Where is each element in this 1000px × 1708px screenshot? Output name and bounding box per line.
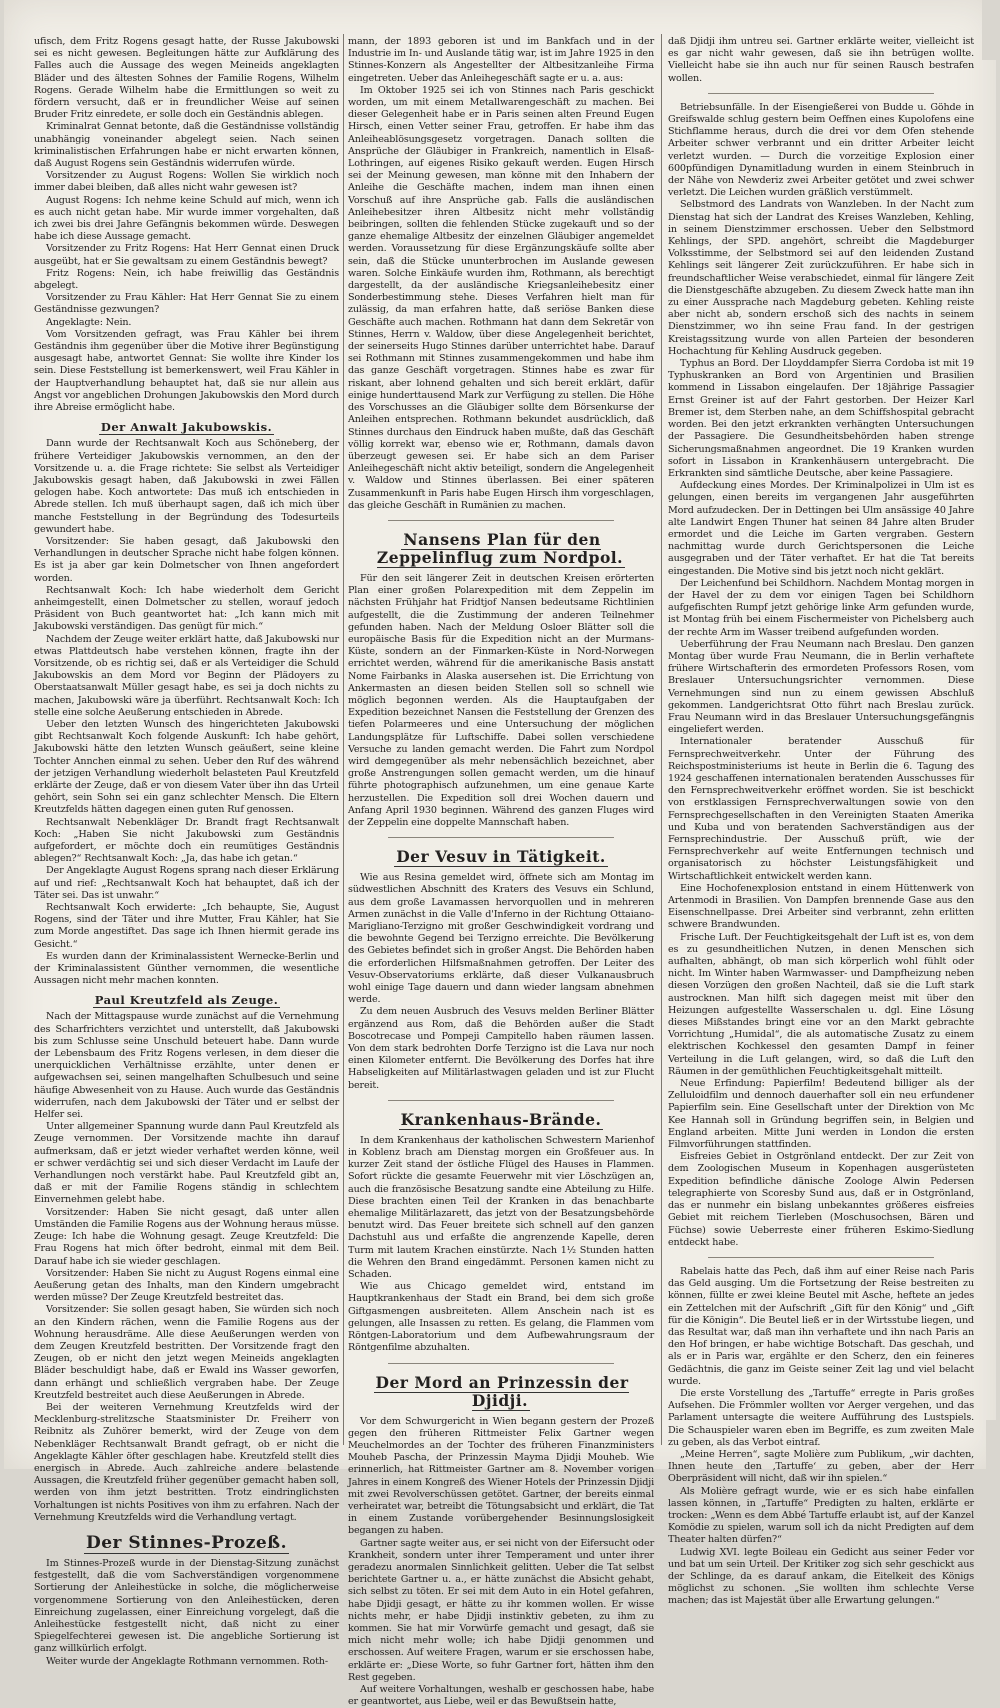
article-paragraph: Vom Vorsitzenden gefragt, was Frau Kähler bei ihrem Geständnis ihm gegenüber über die Motive ihrer Begünstigung ausgesagt habe, antwortet Gennat: Sie wollte ihre Kinder los sein. Diese Feststellung ist bemerkenswert, weil Frau Kähler in der Hauptverhandlung behauptet hat, daß sie nur allein aus Angst vor angeblichen Drohungen Jakubowskis den Mord durch ihre Abreise ermöglicht habe. (34, 328, 339, 414)
article-paragraph: daß Djidji ihm untreu sei. Gartner erklärte weiter, vielleicht ist es gar nicht wahr gewesen, daß sie ihn betrügen wollte. Vielleicht habe sie ihn auch nur für seinen Rausch bestrafen wollen. (668, 36, 974, 84)
news-item: Internationaler beratender Ausschuß für Fernsprechweitverkehr. Unter der Führung des Reichspostministeriums ist heute in Berlin die 6. Tagung des 1924 geschaffenen internationalen beratenden Ausschusses für den Fernsprechweitverkehr eröffnet worden. Sie ist beschickt von erstklassigen Fernsprechverwaltungen sowie von den Fernsprechgesellschaften in den Vereinigten Staaten Amerika und Kuba und von beratenden Sachverständigen aus der Fernsprechindustrie. Der Ausschuß prüft, wie der Fernsprechverkehr auf weite Entfernungen technisch und organisatorisch zu höchster Leistungsfähigkeit und Wirtschaftlichkeit entwickelt werden kann. (668, 736, 974, 882)
divider (708, 93, 934, 94)
article-headline-text: Der Vesuv in Tätigkeit. (396, 847, 606, 867)
article-paragraph: Bei der weiteren Vernehmung Kreutzfelds wird der Mecklenburg-strelitzsche Staatsminister Dr. Freiherr von Reibnitz als Zuhörer bemerkt, wird der Zeuge von dem Nebenkläger Rechtsanwalt Brandt gefragt, ob er nicht die Angeklagte Kähler öfter geschlagen habe. Kreutzfeld stellt dies energisch in Abrede. Auch zahlreiche andere belastende Aussagen, die Kreutzfeld früher gegenüber gemacht haben soll, werden von ihm jetzt bestritten. Trotz eindringlichsten Vorhaltungen ist nichts Positives von ihm zu erfahren. Nach der Vernehmung Kreutzfelds wird die Verhandlung vertagt. (34, 1401, 339, 1523)
article-headline-text: Nansens Plan für den Zeppelinflug zum Nordpol. (376, 529, 624, 567)
article-headline (348, 531, 654, 567)
article-paragraph: In dem Krankenhaus der katholischen Schwestern Marienhof in Koblenz brach am Dienstag morgen ein Großfeuer aus. In kurzer Zeit stand der östliche Flügel des Hauses in Flammen. Sofort rückte die gesamte Feuerwehr mit vier Löschzügen an, auch die französische Besatzung sandte eine Abteilung zu Hilfe. Diese brachten einen Teil der Kranken in das benachbarte ehemalige Militärlazarett, das jetzt von der Besatzungsbehörde benutzt wird. Das Feuer breitete sich schnell auf den ganzen Dachstuhl aus und erfaßte die angrenzende Kapelle, deren Turm mit lautem Krachen einstürzte. Nach 1½ Stunden hatten die Wehren den Brand eingedämmt. Personen kamen nicht zu Schaden. (348, 1134, 654, 1281)
article-paragraph: Nachdem der Zeuge weiter erklärt hatte, daß Jakubowski nur etwas Plattdeutsch habe verstehen können, fragte ihn der Vorsitzende, ob es richtig sei, daß er als Verteidiger die Schuld Jakubowskis an dem Mord vor Beginn der Plädoyers zu Oberstaatsanwalt Müller gesagt habe, es sei ja doch nichts zu machen, Jakubowski wäre ja überführt. Rechtsanwalt Koch: Ich stelle eine solche Aeußerung entschieden in Abrede. (34, 633, 339, 718)
divider (388, 520, 614, 521)
news-item: Aufdeckung eines Mordes. Der Kriminalpolizei in Ulm ist es gelungen, einen bereits im vergangenen Jahr ausgeführten Mord aufzudecken. Der in Dettingen bei Ulm ansässige 40 Jahre alte Landwirt Engen Thuner hat seinen 84 Jahre alten Bruder ermordet und die Leiche im Garten vergraben. Gestern nachmittag wurde durch Gerichtspersonen die Leiche ausgegraben und der Täter verhaftet. Er hat die Tat bereits eingestanden. Die Motive sind bis jetzt noch nicht geklärt. (668, 480, 974, 577)
article-paragraph: Rechtsanwalt Koch erwiderte: „Ich behaupte, Sie, August Rogens, sind der Täter und ihre Mutter, Frau Kähler, hat Sie zum Morde angestiftet. Das sage ich Ihnen hiermit gerade ins Gesicht.“ (34, 902, 339, 950)
article-paragraph: Weiter wurde der Angeklagte Rothmann vernommen. Roth- (46, 1655, 328, 1667)
article-paragraph: mann, der 1893 geboren ist und im Bankfach und in der Industrie im In- und Auslande tätig war, ist im Jahre 1925 in den Stinnes-Konzern als Angestellter der Altbesitzanleihe Firma eingetreten. Ueber das Anleihegeschäft sagte er u. a. aus: (348, 36, 654, 84)
article-headline (348, 1374, 654, 1410)
article-headline-text: Krankenhaus-Brände. (400, 1109, 602, 1129)
article-paragraph: Vorsitzender: Sie haben gesagt, daß Jakubowski den Verhandlungen in deutscher Sprache nicht habe folgen können. Es ist ja aber gar kein Dolmetscher von Ihnen angefordert worden. (34, 535, 339, 584)
article-paragraph: Es wurden dann der Kriminalassistent Wernecke-Berlin und der Kriminalassistent Günther vernommen, die wesentliche Aussagen nicht mehr machen konnten. (34, 950, 339, 987)
article-paragraph: Vor dem Schwurgericht in Wien begann gestern der Prozeß gegen den früheren Rittmeister Felix Gartner wegen Meuchelmordes an der Tochter des früheren Finanzministers Mouheb Pascha, der Prinzessin Mayma Djidji Mouheb. Wie erinnerlich, hat Rittmeister Gartner am 8. November vorigen Jahres in einem Kongreß des Wiener Hotels der Prinzessin Djidji mit zwei Revolverschüssen getötet. Gartner, der bereits einmal verheiratet war, betreibt die Tötungsabsicht und erklärt, die Tat in einem Zustande vorübergehender Besinnungslosigkeit begangen zu haben. (348, 1415, 654, 1537)
article-paragraph: Nach der Mittagspause wurde zunächst auf die Vernehmung des Scharfrichters verzichtet und unterstellt, daß Jakubowski bis zum Schlusse seine Unschuld beteuert habe. Dann wurde der Lebensbaum des Fritz Rogens verlesen, in dem dieser die unerquicklichen Verhältnisse erzählte, unter denen er aufgewachsen sei, seinen mangelhaften Schulbesuch und seine häufige Abwesenheit von zu Hause. Auch wurde das Geständnis widerrufen, nach dem Jakubowski der Täter und er selbst der Helfer sei. (34, 1011, 339, 1121)
divider (388, 1100, 614, 1101)
article-paragraph: August Rogens: Ich nehme keine Schuld auf mich, wenn ich es auch nicht getan habe. Mir wurde immer vorgehalten, daß ich zwei bis drei Jahre Gefängnis bekommen würde. Deswegen habe ich diese Aussage gemacht. (34, 194, 339, 243)
article-paragraph: Wie aus Resina gemeldet wird, öffnete sich am Montag im südwestlichen Abschnitt des Kraters des Vesuvs ein Schlund, aus dem große Lavamassen hervorquollen und in mehreren Armen zunächst in die Valle d'Inferno in der Richtung Ottaiano-Marigliano-Terzigno mit großer Geschwindigkeit vordrang und die bewohnte Gegend bei Terzigno erreichte. Die Bevölkerung des Gebietes befindet sich in großer Angst. Die Behörden haben die erforderlichen Hilfsmaßnahmen getroffen. Der Leiter des Vesuv-Observatoriums erklärte, daß dieser Vulkanausbruch wohl einige Tage dauern und dann wieder langsam abnehmen werde. (348, 872, 654, 1006)
torn-edge-bottom (986, 1420, 996, 1469)
divider (388, 837, 614, 838)
article-headline (34, 1534, 339, 1552)
article-paragraph: Auf weitere Vorhaltungen, weshalb er geschossen habe, habe er geantwortet, aus Liebe, weil er das Bewußtsein hatte, (348, 1683, 654, 1708)
article-paragraph: Vorsitzender zu August Rogens: Wollen Sie wirklich noch immer dabei bleiben, daß alles nicht wahr gewesen ist? (34, 170, 339, 194)
article-paragraph: Vorsitzender zu Fritz Rogens: Hat Herr Gennat einen Druck ausgeübt, hat er Sie gewaltsam zu einem Geständnis bewegt? (34, 243, 339, 267)
newspaper-page (4, 0, 996, 1708)
anecdote: Die erste Vorstellung des „Tartuffe“ erregte in Paris großes Aufsehen. Die Frömmler wollten vor Aerger vergehen, und das Parlament untersagte die weitere Aufführung des Lustspiels. Die Schauspieler waren eben im Begriffe, es zum zweiten Male zu geben, als das Verbot eintraf. (668, 1387, 974, 1448)
anecdote: Als Molière gefragt wurde, wie er es sich habe einfallen lassen können, in „Tartuffe“ Predigten zu halten, erklärte er trocken: „Wenn es dem Abbé Tartuffe erlaubt ist, auf der Kanzel Komödie zu spielen, warum soll ich da nicht Predigten auf dem Theater halten dürfen?“ (668, 1485, 974, 1546)
article-paragraph: Im Stinnes-Prozeß wurde in der Dienstag-Sitzung zunächst festgestellt, daß die vom Sachverständigen vorgenommene Sortierung der Anleihestücke in solche, die möglicherweise vorgenommene Sortierung von den Anleihestücken, deren Einreichung zugelassen, einer Einreichung vorgelegt, daß die Anleihestücke festgestellt nicht, daß nicht zu einer Spiegelfechterei gewesen ist. Die angebliche Sortierung ist ganz willkürlich erfolgt. (34, 1557, 339, 1655)
article-headline (348, 1111, 654, 1129)
article-paragraph: Angeklagte: Nein. (46, 316, 132, 328)
article-paragraph: Gartner sagte weiter aus, er sei nicht von der Eifersucht oder Krankheit, sondern unter ihrer Temperament und unter ihrer geradezu anormalen Sinnlichkeit gelitten. Ueber die Tat selbst berichtete Gartner u. a., er hätte zunächst die Absicht gehabt, sich selbst zu töten. Er sei mit dem Auto in ein Hotel gefahren, habe Djidji gesagt, er hätte zu ihr kommen wollen. Er wisse nichts mehr, er habe Djidji instinktiv gebeten, zu ihm zu kommen. Sie hat mir Vorwürfe gemacht und gesagt, daß sie mich nicht mehr wolle; ich habe Djidji genommen und erschossen. Auf weitere Fragen, warum er sie erschossen habe, erklärte er: „Diese Worte, so fuhr Gartner fort, hätten ihm den Rest gegeben. (348, 1537, 654, 1683)
divider (708, 1257, 934, 1258)
anecdote: „Meine Herren“, sagte Molière zum Publikum, „wir dachten, Ihnen heute den ‚Tartuffe‘ zu geben, aber der Herr Oberpräsident will nicht, daß wir ihn spielen.“ (668, 1448, 974, 1485)
news-item: Eine Hochofenexplosion entstand in einem Hüttenwerk von Artenmodi in Brasilien. Von Dampfen brennende Gase aus den Eisenschnellpasse. Drei Arbeiter sind verbrannt, zehn erlitten schwere Brandwunden. (668, 882, 974, 931)
article-paragraph: ufisch, dem Fritz Rogens gesagt hatte, der Russe Jakubowski sei es nicht gewesen. Begleitungen hätte zur Aufklärung des Falles auch die Aussage des wegen Meineids angeklagten Bläder und des ältesten Sohnes der Familie Rogens, Wilhelm Rogens. Gerade Wilhelm habe die Ermittlungen so weit zu fördern versucht, daß er in freundlicher Weise auf seinen Bruder Fritz einredete, er solle doch ein Geständnis ablegen. (34, 36, 339, 121)
article-paragraph: Vorsitzender: Haben Sie nicht gesagt, daß unter allen Umständen die Familie Rogens aus der Wohnung heraus müsse. Zeuge: Ich habe die Wohnung gesagt. Zeuge Kreutzfeld: Die Frau Rogens hat mich öfter bedroht, einmal mit dem Beil. Darauf habe ich sie wieder geschlagen. (34, 1206, 339, 1267)
article-paragraph: Der Angeklagte August Rogens sprang nach dieser Erklärung auf und rief: „Rechtsanwalt Koch hat behauptet, daß ich der Täter sei. Das ist unwahr.“ (34, 865, 339, 901)
column-1 (34, 36, 339, 1667)
article-paragraph: Vorsitzender zu Frau Kähler: Hat Herr Gennat Sie zu einem Geständnisse gezwungen? (34, 292, 339, 316)
divider (388, 1363, 614, 1364)
article-paragraph: Im Oktober 1925 sei ich von Stinnes nach Paris geschickt worden, um mit einem Metallwarengeschäft zu machen. Bei dieser Gelegenheit habe er in Paris seinen alten Freund Eugen Hirsch, einen Vetter seiner Frau, getroffen. Er habe ihm das Anleiheablösungsgesetz vorgetragen. Danach sollten die Ansprüche der Gläubiger in Frankreich, namentlich in Elsaß-Lothringen, auf eigenes Risiko gekauft werden. Eugen Hirsch sei der Meinung gewesen, man könne mit den Inhabern der Anleihe die Geschäfte machen, indem man ihnen einen Vorschuß auf ihre Ansprüche gab. Falls die ausländischen Anleihebesitzer ihren Altbesitz nicht mehr vollständig beibringen, sollten die fehlenden Stücke zugekauft und so der ganze ehemalige Altbesitz der einzelnen Gläubiger angemeldet werden. Voraussetzung für diese Ergänzungskäufe sollte aber sein, daß die Stücke ununterbrochen im Auslande gewesen waren. Solche Einkäufe wurden ihm, Rothmann, als berechtigt dargestellt, da der ausländische Kriegsanleihebesitz einer Sonderbestimmung stehe. Dieses Verfahren hielt man für zulässig, da man erfahren hatte, daß seriöse Banken diese Geschäfte auch machen. Rothmann hat dann dem Sekretär von Stinnes, Herrn v. Waldow, über diese Angelegenheit berichtet, der seinerseits Hugo Stinnes darüber unterrichtet habe. Darauf sei Rothmann mit Stinnes zusammengekommen und habe ihm das ganze Geschäft vorgetragen. Stinnes habe es zwar für riskant, aber lohnend gehalten und sich bereit erklärt, dafür einige hunderttausend Mark zur Verfügung zu stellen. Die Höhe des Vorschusses an die Gläubiger sollte dem Börsenkurse der Anleihen entsprechen. Rothmann bekundet ausdrücklich, daß Stinnes durchaus den Eindruck haben mußte, daß das Geschäft völlig korrekt war, ebenso wie er, Rothmann, damals davon überzeugt gewesen sei. Er habe sich an dem Pariser Anleihegeschäft nicht aktiv beteiligt, sondern die Angelegenheit v. Waldow und Stinnes überlassen. Bei einer späteren Zusammenkunft in Paris habe Eugen Hirsch ihm vorgeschlagen, das gleiche Geschäft in Rumänien zu machen. (348, 84, 654, 511)
anecdote: Rabelais hatte das Pech, daß ihm auf einer Reise nach Paris das Geld ausging. Um die Fortsetzung der Reise bestreiten zu können, füllte er zwei kleine Beutel mit Asche, heftete an jedes ein Zettelchen mit der Aufschrift „Gift für den König“ und „Gift für die Königin“. Die Beutel ließ er in der Wirtsstube liegen, und das Resultat war, daß man ihn verhaftete und ihn nach Paris an den Hof bringen, er habe wichtige Botschaft. Das geschah, und als er in Paris war, ergählte er den Scherz, den ein feineres Gedächtnis, die ganz im Geiste seiner Zeit lag und viel belacht wurde. (668, 1265, 974, 1387)
article-headline-text: Der Stinnes-Prozeß. (85, 1532, 288, 1553)
article-paragraph: Kriminalrat Gennat betonte, daß die Geständnisse vollständig unabhängig voneinander abgelegt seien. Nach seinen kriminalistischen Erfahrungen habe er nicht erwarten können, daß August Rogens sein Geständnis widerrufen würde. (34, 121, 339, 170)
news-item: Selbstmord des Landrats von Wanzleben. In der Nacht zum Dienstag hat sich der Landrat des Kreises Wanzleben, Kehling, in seinem Dienstzimmer erschossen. Ueber den Selbstmord Kehlings, der SPD. angehört, schreibt die Magdeburger Volksstimme, der Selbstmord sei auf den leidenden Zustand Kehlings seit längerer Zeit zurückzuführen. Er habe sich in freundschaftlicher Weise verabschiedet, einmal für längere Zeit die Dienstgeschäfte abzugeben. Zu diesem Zweck hatte man ihn zu einer Aussprache nach Magdeburg gebeten. Kehling reiste aber nicht ab, sondern erschoß sich des nachts in seinem Dienstzimmer, wo ihn seine Frau fand. In der gestrigen Kreistagssitzung wurde von allen Parteien der besonderen Hochachtung für Kehling Ausdruck gegeben. (668, 199, 974, 357)
article-paragraph: Unter allgemeiner Spannung wurde dann Paul Kreutzfeld als Zeuge vernommen. Der Vorsitzende machte ihn darauf aufmerksam, daß er jetzt wieder verhaftet werden könne, weil er schwer verdächtig sei und sich dieser Verdacht im Laufe der Verhandlungen noch verstärkt habe. Paul Kreutzfeld gibt an, daß er mit der Familie Rogens ständig in schlechtem Einvernehmen gelebt habe. (34, 1121, 339, 1206)
column-3 (668, 36, 974, 1607)
article-paragraph: Rechtsanwalt Koch: Ich habe wiederholt dem Gericht anheimgestellt, einen Dolmetscher zu stellen, worauf jedoch Präsident von Buch geantwortet hat: „Ich kann mich mit Jakubowski verständigen. Das genügt für mich.“ (34, 584, 339, 633)
article-paragraph: Zu dem neuen Ausbruch des Vesuvs melden Berliner Blätter ergänzend aus Rom, daß die Behörden außer die Stadt Boscotrecase und Pompeji Campitello haben räumen lassen. Von dem stark bedrohten Dorfe Terzigno ist die Lava nur noch einen Kilometer entfernt. Die Bevölkerung des Dorfes hat ihre Habseligkeiten auf Militärlastwagen geladen und ist zur Flucht bereit. (348, 1006, 654, 1091)
news-item: Ueberführung der Frau Neumann nach Breslau. Den ganzen Montag über wurde Frau Neumann, die in Berlin verhaftete frühere Wirtschafterin des ermordeten Professors Rosen, vom Breslauer Untersuchungsrichter vernommen. Diese Vernehmungen sind nun zu einem gewissen Abschluß gekommen. Landgerichtsrat Otto führt nach Breslau zurück. Frau Neumann wird in das Breslauer Untersuchungsgefängnis eingeliefert werden. (668, 638, 974, 736)
article-headline-text: Der Mord an Prinzessin der Djidji. (375, 1372, 629, 1410)
column-rule-1 (343, 34, 344, 1445)
news-item: Neue Erfindung: Papierfilm! Bedeutend billiger als der Zelluloidfilm und dennoch dauerhafter soll ein neu erfundener Papierfilm sein. Eine Gesellschaft unter der Direktion von Mc Kee Hannah soll in Gründung begriffen sein, in Belgien und England arbeiten. Mitte Juni werden in London die ersten Filmvorführungen stattfinden. (668, 1078, 974, 1151)
news-item: Frische Luft. Der Feuchtigkeitsgehalt der Luft ist es, von dem es zu gesundheitlichen Nutzen, in denen Menschen sich aufhalten, abhängt, ob man sich körperlich wohl fühlt oder nicht. Im Winter haben Warmwasser- und Dampfheizung neben diesen Vorzügen den großen Nachteil, daß sie die Luft stark austrocknen. Man hilft sich dagegen meist mit über den Heizungen aufgestellte Wasserschalen u. dgl. Eine Lösung dieses Mißstandes bringt eine vor an den Markt gebrachte Vorrichtung „Humidal“, die als automatische Zusatz zu einem elektrischen Kochkessel den gesamten Dampf in feiner Verteilung in die Luft gelangen, wird, so daß die Luft den Räumen in der gemüthlichen Feuchtigkeitsgehalt mitteilt. (668, 931, 974, 1077)
news-item: Betriebsunfälle. In der Eisengießerei von Budde u. Göhde in Greifswalde schlug gestern beim Oeffnen eines Kupolofens eine Stichflamme heraus, durch die drei vor dem Ofen stehende Arbeiter schwer verbrannt und ein dritter Arbeiter leicht verletzt wurden. — Durch die vorzeitige Explosion einer 600pfündigen Dynamitladung wurden in einem Steinbruch in der Nähe von Newderiz zwei Arbeiter getötet und zwei schwer verletzt. Die Leichen wurden gräßlich verstümmelt. (668, 101, 974, 199)
article-paragraph: Wie aus Chicago gemeldet wird, entstand im Hauptkrankenhaus der Stadt ein Brand, bei dem sich große Giftgasmengen ausbreiteten. Allem Anschein nach ist es gelungen, alle Insassen zu retten. Es gelang, die Flammen vom Röntgen-Laboratorium und dem Aufbewahrungsraum der Röntgenfilme abzuhalten. (348, 1281, 654, 1354)
section-heading-text: Paul Kreutzfeld als Zeuge. (94, 993, 279, 1008)
section-heading (34, 993, 339, 1007)
news-item: Der Leichenfund bei Schildhorn. Nachdem Montag morgen in der Havel der zu dem vor einigen Tagen bei Schildhorn aufgefischten Rumpf jetzt gehörige linke Arm gefunden wurde, ist Montag früh bei einem Fischermeister von Pichelsberg auch der rechte Arm im Wasser treibend aufgefunden worden. (668, 577, 974, 638)
article-headline (348, 848, 654, 866)
anecdote: Ludwig XVI. legte Boileau ein Gedicht aus seiner Feder vor und bat um sein Urteil. Der Kritiker zog sich sehr geschickt aus der Schlinge, da es darauf ankam, die Eitelkeit des Königs möglichst zu schonen. „Sie wollten ihm schlechte Verse machen; das ist Majestät über alle Erwartung gelungen.“ (668, 1546, 974, 1607)
article-paragraph: Vorsitzender: Haben Sie nicht zu August Rogens einmal eine Aeußerung getan des Inhalts, man den Kindern umgebracht werden müsse? Der Zeuge Kreutzfeld bestreitet das. (34, 1267, 339, 1304)
article-paragraph: Für den seit längerer Zeit in deutschen Kreisen erörterten Plan einer großen Polarexpedition mit dem Zeppelin im nächsten Frühjahr hat Fridtjof Nansen bedeutsame Richtlinien aufgestellt, die die Zustimmung der anderen Teilnehmer gefunden haben. Nach der Meldung Osloer Blätter soll die europäische Basis für die Expedition nicht an der Murmans-Küste, sondern an der Finmarken-Küste in Nord-Norwegen errichtet werden, während für die amerikanische Basis anstatt Nome Fairbanks in Alaska ausersehen ist. Die Errichtung von Ankermasten an diesen beiden Stellen soll so schnell wie möglich begonnen werden. Als die Hauptaufgaben der Expedition bezeichnet Nansen die Feststellung der Grenzen des tiefen Polarmeeres und eine Untersuchung der möglichen Landungsplätze für Luftschiffe. Dabei sollen verschiedene Versuche zu landen gemacht werden. Die Fahrt zum Nordpol wird demgegenüber als mehr nebensächlich bezeichnet, aber große Anstrengungen sollen gemacht werden, um die hinauf führte photographisch aufzunehmen, um eine genaue Karte herzustellen. Die Expedition soll drei Wochen dauern und Anfang April 1930 beginnen. Während des ganzen Fluges wird der Zeppelin eine doppelte Mannschaft haben. (348, 572, 654, 828)
column-2 (348, 36, 654, 1708)
article-paragraph: Dann wurde der Rechtsanwalt Koch aus Schöneberg, der frühere Verteidiger Jakubowskis vernommen, an den der Vorsitzende u. a. die Frage richtete: Sie selbst als Verteidiger Jakubowskis gesagt haben, daß Jakubowski in zwei Fällen gelogen habe. Koch antwortete: Das muß ich entschieden in Abrede stellen. Ich muß überhaupt sagen, daß ich mich über manche Feststellung in der Begründung des Todesurteils gewundert habe. (34, 438, 339, 535)
article-paragraph: Ueber den letzten Wunsch des hingerichteten Jakubowski gibt Rechtsanwalt Koch folgende Auskunft: Ich habe gehört, Jakubowski hätte den letzten Wunsch geäußert, seine kleine Tochter Annchen einmal zu sehen. Ueber den Ruf des während der jetzigen Verhandlung wiederholt belasteten Paul Kreutzfeld erklärte der Zeuge, daß er von diesem Vater über ihn das Urteil gehört, sein Sohn sei ein ganz schlechter Mensch. Die Eltern Kreutzfelds hätten dagegen einen guten Ruf genossen. (34, 718, 339, 816)
article-paragraph: Vorsitzender: Sie sollen gesagt haben, Sie würden sich noch an den Kindern rächen, wenn die Familie Rogens aus der Wohnung herausdräme. Alle diese Aeußerungen werden von dem Zeugen Kreutzfeld bestritten. Der Vorsitzende fragt den Zeugen, ob er nicht den jetzt wegen Meineids angeklagten Bläder beschuldigt habe, daß er Ewald ins Wasser geworfen, dann erhängt und schließlich vergraben habe. Der Zeuge Kreutzfeld bestreitet auch diese Aeußerungen in Abrede. (34, 1304, 339, 1401)
section-heading-text: Der Anwalt Jakubowskis. (100, 420, 273, 435)
article-paragraph: Rechtsanwalt Nebenkläger Dr. Brandt fragt Rechtsanwalt Koch: „Haben Sie nicht Jakubowski zum Geständnis aufgefordert, er möchte doch ein reumütiges Geständnis ablegen?“ Rechtsanwalt Koch: „Ja, das habe ich getan.“ (34, 816, 339, 865)
torn-edge (982, 0, 996, 60)
article-paragraph: Fritz Rogens: Nein, ich habe freiwillig das Geständnis abgelegt. (34, 267, 339, 292)
news-item: Eisfreies Gebiet in Ostgrönland entdeckt. Der zur Zeit von dem Zoologischen Museum in Kopenhagen ausgerüsteten Expedition befindliche dänische Zoologe Alwin Pedersen telegraphierte von Scoresby Sund aus, daß er in Ostgrönland, das er nunmehr ein bislang unbekanntes größeres eisfreies Gebiet mit reichem Tierleben (Moschusochsen, Bären und Füchse) sowie Ueberreste einer früheren Eskimo-Siedlung entdeckt habe. (668, 1151, 974, 1248)
column-rule-2 (661, 34, 662, 1445)
news-item: Typhus an Bord. Der Lloyddampfer Sierra Cordoba ist mit 19 Typhuskranken an Bord von Argentinien und Brasilien kommend in Lissabon eingelaufen. Der 18jährige Passagier Ernst Greiner ist auf der Fahrt gestorben. Der Heizer Karl Bremer ist, dem Sterben nahe, an dem Schiffshospital gebracht worden. Bei den jetzt erkrankten verhängten Untersuchungen der Passagiere. Die Gesundheitsbehörden haben strenge Sicherungsmaßnahmen angeordnet. Die 19 Kranken wurden sofort in Lissabon in Krankenhäusern untergebracht. Die Erkrankten sind sämtliche Deutsche, aber keine Passagiere. (668, 358, 974, 479)
section-heading (34, 420, 339, 434)
